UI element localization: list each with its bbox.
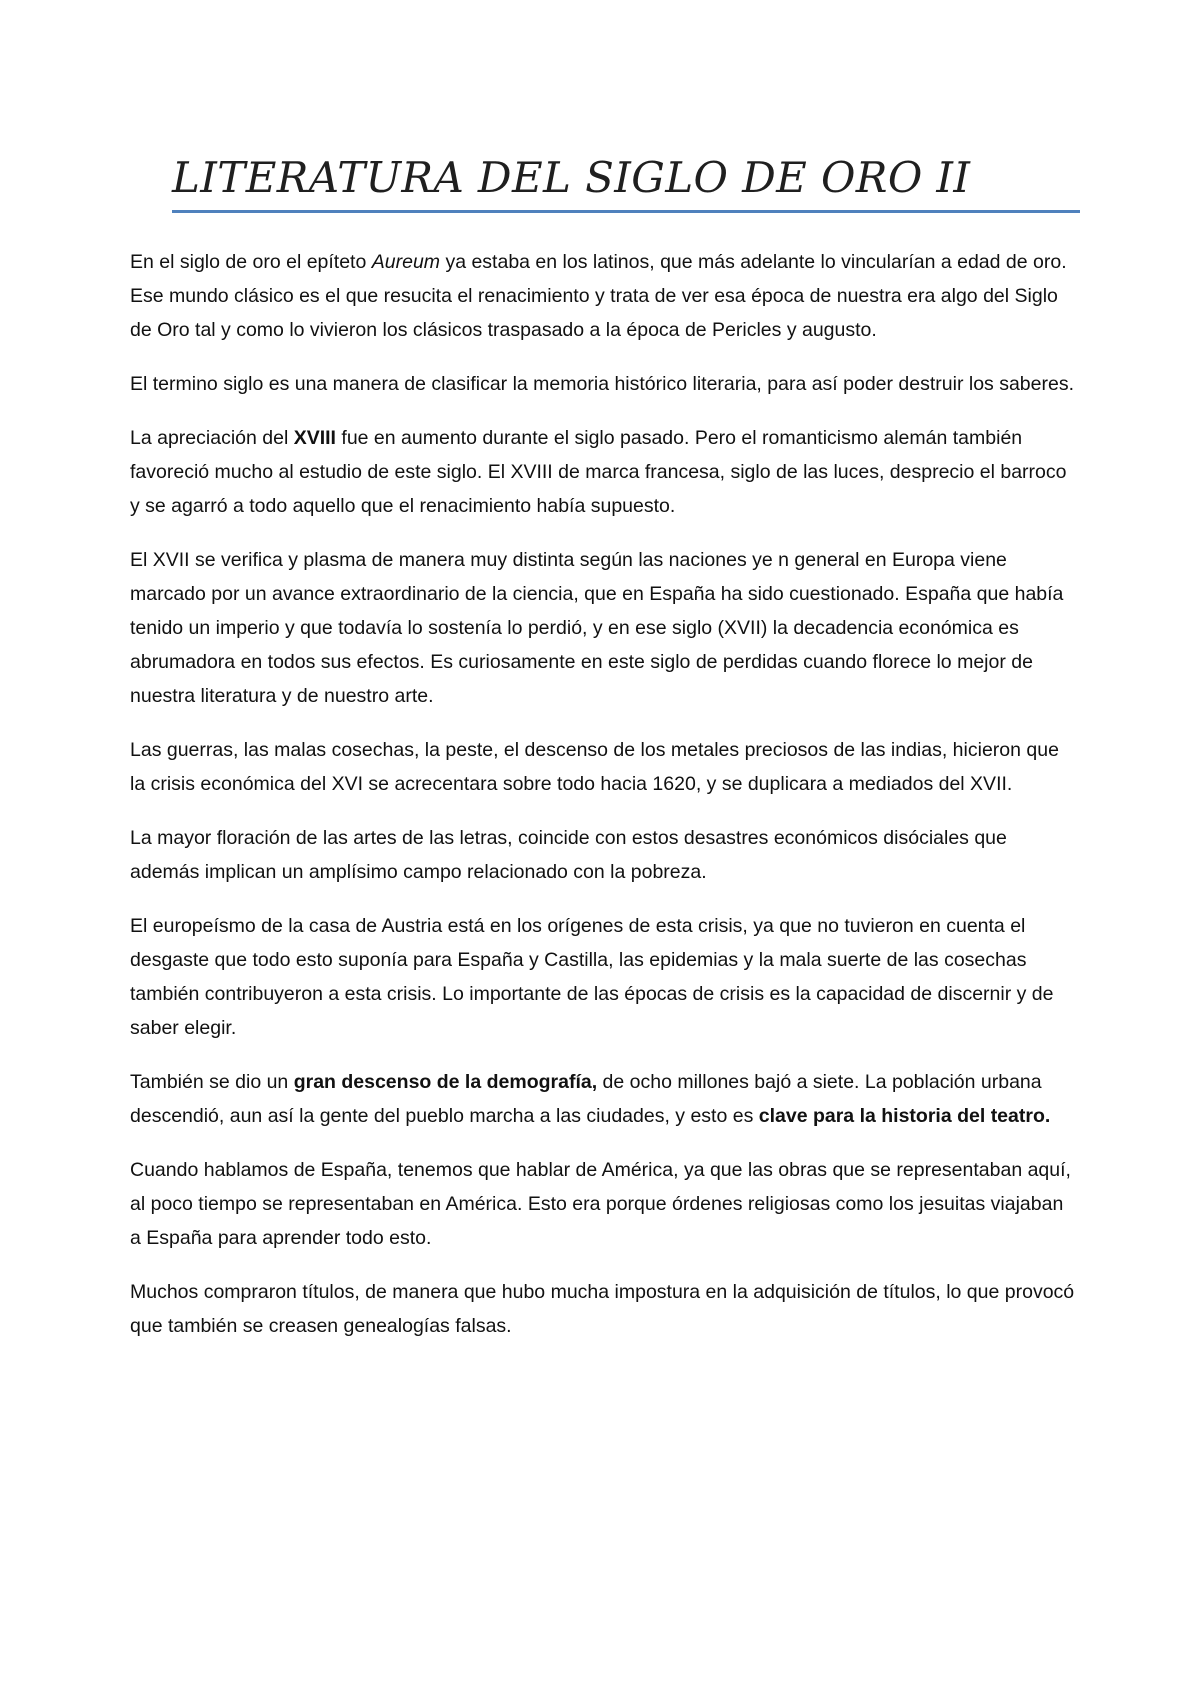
paragraph-10-run-1: Muchos compraron títulos, de manera que hubo mucha impostura en la adquisición de títulos, lo que provocó que también se creasen genealogías falsas.: [130, 1281, 1075, 1337]
paragraph-3: [130, 421, 1075, 523]
paragraph-1: [130, 245, 1075, 347]
paragraph-3-run-3: fue en aumento durante el siglo pasado. Pero el romanticismo alemán también favoreció mucho al estudio de este siglo. El XVIII de marca francesa, siglo de las luces, desprecio el barroco y se agarró a todo aquello que el renacimiento había supuesto.: [130, 427, 1067, 517]
paragraph-8-run-4: clave para la historia del teatro.: [758, 1105, 1051, 1127]
paragraph-5-run-1: Las guerras, las malas cosechas, la peste, el descenso de los metales preciosos de las indias, hicieron que la crisis económica del XVI se acrecentara sobre todo hacia 1620, y se duplicara a mediados del XVII.: [130, 739, 1059, 795]
paragraph-9-run-1: Cuando hablamos de España, tenemos que hablar de América, ya que las obras que se representaban aquí, al poco tiempo se representaban en América. Esto era porque órdenes religiosas como los jesuitas viajaban a España para aprender todo esto.: [130, 1159, 1071, 1249]
title-block: [172, 150, 1080, 213]
paragraph-2-run-1: El termino siglo es una manera de clasificar la memoria histórico literaria, para así poder destruir los saberes.: [130, 373, 1074, 395]
paragraph-8-run-1: También se dio un: [130, 1071, 294, 1093]
paragraph-7-run-1: El europeísmo de la casa de Austria está en los orígenes de esta crisis, ya que no tuvieron en cuenta el desgaste que todo esto suponía para España y Castilla, las epidemias y la mala suerte de las cosechas también contribuyeron a esta crisis. Lo importante de las épocas de crisis es la capacidad de discernir y de saber elegir.: [130, 915, 1054, 1039]
paragraph-4-run-1: El XVII se verifica y plasma de manera muy distinta según las naciones ye n general en Europa viene marcado por un avance extraordinario de la ciencia, que en España ha sido cuestionado. España que había tenido un imperio y que todavía lo sostenía lo perdió, y en ese siglo (XVII) la decadencia económica es abrumadora en todos sus efectos. Es curiosamente en este siglo de perdidas cuando florece lo mejor de nuestra literatura y de nuestro arte.: [130, 549, 1064, 707]
paragraph-1-run-2: Aureum: [371, 251, 441, 273]
paragraph-8: [130, 1065, 1075, 1133]
document-body: [130, 245, 1075, 1363]
paragraph-1-run-3: ya estaba en los latinos, que más adelante lo vincularían a edad de oro. Ese mundo clásico es el que resucita el renacimiento y trata de ver esa época de nuestra era algo del Siglo de Oro tal y como lo vivieron los clásicos traspasado a la época de Pericles y augusto.: [130, 251, 1067, 341]
paragraph-3-run-2: XVIII: [293, 427, 336, 449]
paragraph-3-run-1: La apreciación del: [130, 427, 294, 449]
paragraph-9: [130, 1153, 1075, 1255]
paragraph-10: [130, 1275, 1075, 1343]
paragraph-2: [130, 367, 1075, 401]
paragraph-5: [130, 733, 1075, 801]
paragraph-7: [130, 909, 1075, 1045]
paragraph-4: [130, 543, 1075, 713]
paragraph-8-run-3: de ocho millones bajó a siete. La población urbana descendió, aun así la gente del pueblo marcha a las ciudades, y esto es: [130, 1071, 1042, 1127]
document-title: LITERATURA DEL SIGLO DE ORO II: [172, 153, 971, 202]
paragraph-6-run-1: La mayor floración de las artes de las letras, coincide con estos desastres económicos disóciales que además implican un amplísimo campo relacionado con la pobreza.: [130, 827, 1007, 883]
title-underline: [172, 210, 1080, 213]
paragraph-1-run-1: En el siglo de oro el epíteto: [130, 251, 372, 273]
paragraph-8-run-2: gran descenso de la demografía,: [293, 1071, 598, 1093]
paragraph-6: [130, 821, 1075, 889]
